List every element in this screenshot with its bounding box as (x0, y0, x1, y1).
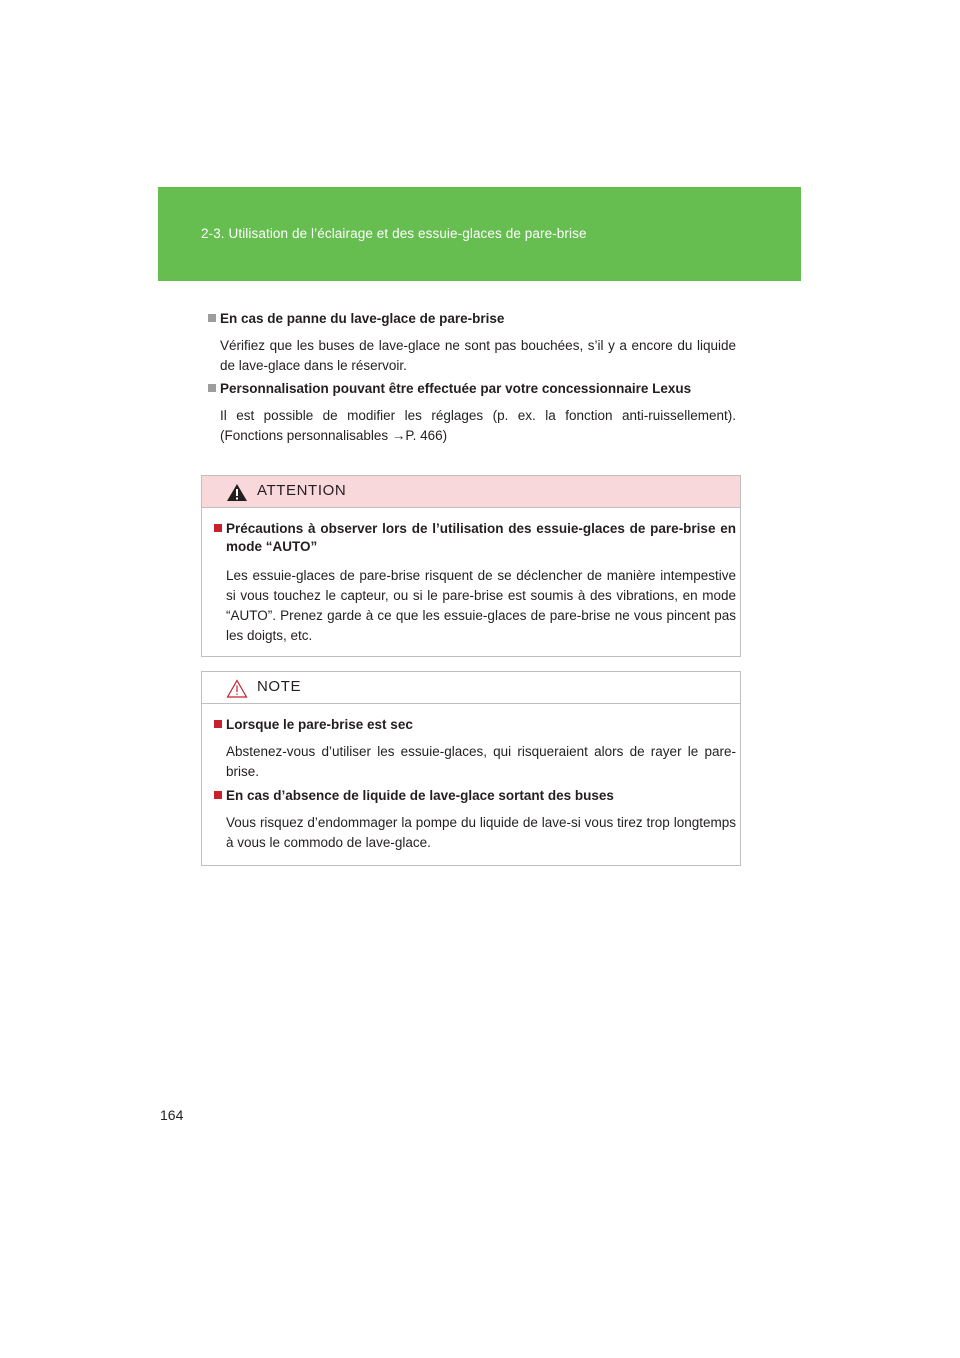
note-header (202, 672, 740, 704)
note-box (201, 671, 741, 866)
chapter-title: 2-3. Utilisation de l’éclairage et des essuie-glaces de pare-brise (201, 226, 587, 241)
bullet-square-icon (214, 720, 222, 728)
section-title: Personnalisation pouvant être effectuée par votre concessionnaire Lexus (220, 381, 692, 396)
note-item-title: Lorsque le pare-brise est sec (226, 717, 413, 732)
section-washer-failure (208, 310, 736, 376)
attention-item-body: Les essuie-glaces de pare-brise risquent de se déclencher de manière intempestive si vous touchez le capteur, ou si le pare-brise est soumis à des vibrations, en mode “AUTO”. Prenez garde à ce que les essuie-glaces de pare-brise ne vous pincent pas les doigts, etc. (226, 568, 736, 643)
bullet-square-icon (214, 524, 222, 532)
bullet-square-icon (208, 314, 216, 322)
section-body: Il est possible de modifier les réglages (p. ex. la fonction anti-ruissellement). (Fonctions personnalisables →P. 466) (220, 408, 736, 443)
note-item (214, 787, 736, 853)
attention-item (214, 520, 736, 646)
attention-item-title: Précautions à observer lors de l’utilisation des essuie-glaces de pare-brise en mode “AUTO” (226, 521, 736, 554)
note-item-body: Abstenez-vous d’utiliser les essuie-glaces, qui risqueraient alors de rayer le pare-brise. (226, 744, 736, 779)
section-customization (208, 380, 736, 446)
bullet-square-icon (208, 384, 216, 392)
note-item-title: En cas d’absence de liquide de lave-glace sortant des buses (226, 788, 614, 803)
warning-triangle-outline-icon (226, 679, 248, 698)
bullet-square-icon (214, 791, 222, 799)
note-item-body: Vous risquez d’endommager la pompe du liquide de lave-si vous tirez trop longtemps à vous le commodo de lave-glace. (226, 815, 736, 850)
note-label: NOTE (257, 678, 302, 695)
attention-label: ATTENTION (257, 482, 347, 499)
section-body: Vérifiez que les buses de lave-glace ne sont pas bouchées, s’il y a encore du liquide de lave-glace dans le réservoir. (220, 338, 736, 373)
warning-triangle-icon (226, 483, 248, 502)
page-number: 164 (160, 1107, 184, 1123)
attention-header (202, 476, 740, 508)
attention-box (201, 475, 741, 657)
note-item (214, 716, 736, 782)
section-title: En cas de panne du lave-glace de pare-brise (220, 311, 505, 326)
chapter-header (158, 187, 801, 281)
